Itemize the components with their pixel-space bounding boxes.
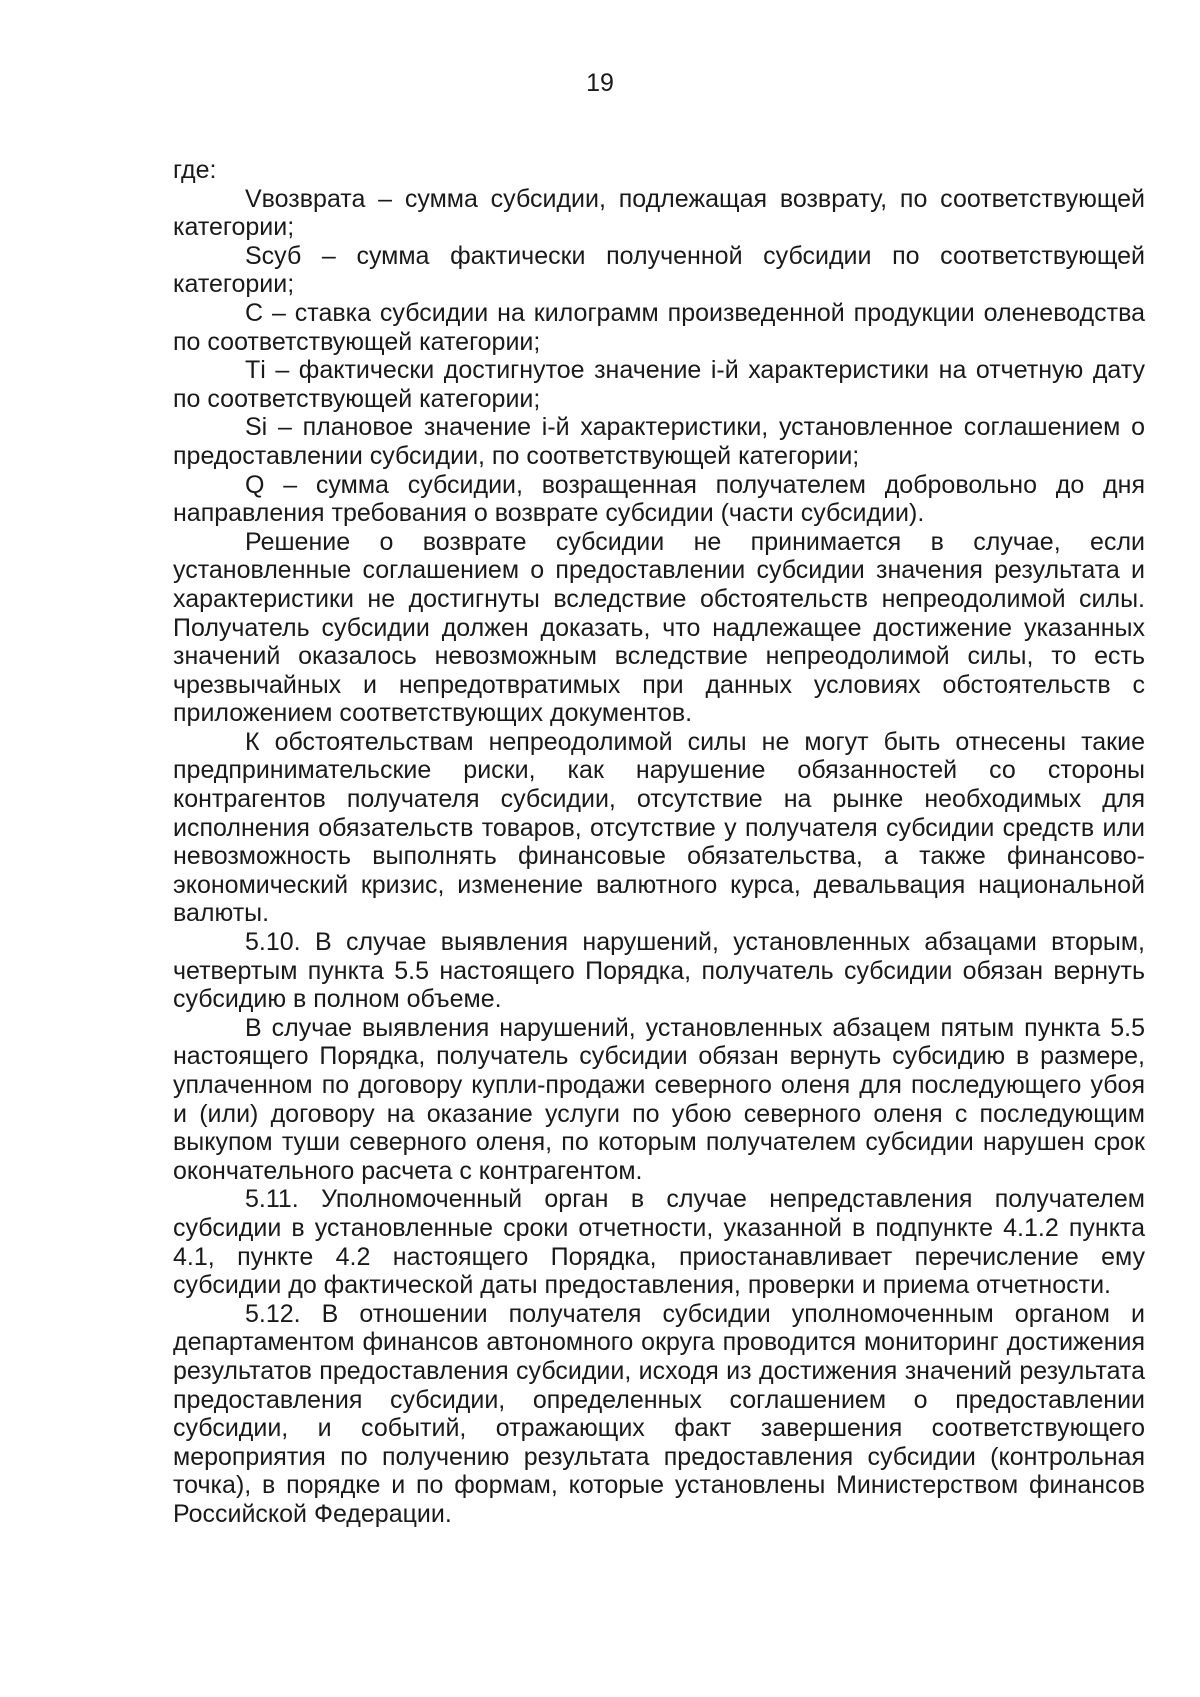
- definition-c-rate: С – ставка субсидии на килограмм произведенной продукции оленеводства по соответствующей категории;: [173, 298, 1145, 356]
- definition-ti: Тi – фактически достигнутое значение i-й характеристики на отчетную дату по соответствующей категории;: [173, 356, 1145, 413]
- clause-5-12: 5.12. В отношении получателя субсидии уполномоченным органом и департаментом финансов автономного округа проводится мониторинг достижения результатов предоставления субсидии, исходя из достижения значений результата предоставления субсидии, определенных соглашением о предоставлении субсидии, и событий, отражающих факт завершения соответствующего мероприятия по получению результата предоставления субсидии (контрольная точка), в порядке и по формам, которые установлены Министерством финансов Российской Федерации.: [173, 1299, 1145, 1528]
- clause-5-10-part-2: В случае выявления нарушений, установленных абзацем пятым пункта 5.5 настоящего Порядка, получатель субсидии обязан вернуть субсидию в размере, уплаченном по договору купли-продажи северного оленя для последующего убоя и (или) договору на оказание услуги по убою северного оленя с последующим выкупом туши северного оленя, по которым получателем субсидии нарушен срок окончательного расчета с контрагентом.: [173, 1013, 1145, 1185]
- page-number: 19: [586, 69, 614, 97]
- document-body: [173, 156, 1145, 1529]
- paragraph-where: где:: [173, 156, 217, 184]
- definition-v-return: Vвозврата – сумма субсидии, подлежащая возврату, по соответствующей категории;: [173, 184, 1145, 242]
- paragraph-force-majeure: Решение о возврате субсидии не принимается в случае, если установленные соглашением о предоставлении субсидии значения результата и характеристики не достигнуты вследствие обстоятельств непреодолимой силы. Получатель субсидии должен доказать, что надлежащее достижение указанных значений оказалось невозможным вследствие непреодолимой силы, то есть чрезвычайных и непредотвратимых при данных условиях обстоятельств с приложением соответствующих документов.: [173, 527, 1145, 728]
- paragraph-force-majeure-exclusions: К обстоятельствам непреодолимой силы не могут быть отнесены такие предпринимательские риски, как нарушение обязанностей со стороны контрагентов получателя субсидии, отсутствие на рынке необходимых для исполнения обязательств товаров, отсутствие у получателя субсидии средств или невозможность выполнять финансовые обязательства, а также финансово-экономический кризис, изменение валютного курса, девальвация национальной валюты.: [173, 727, 1145, 928]
- definition-q: Q – сумма субсидии, возращенная получателем добровольно до дня направления требования о возврате субсидии (части субсидии).: [173, 470, 1145, 528]
- definition-si: Si – плановое значение i-й характеристики, установленное соглашением о предоставлении субсидии, по соответствующей категории;: [173, 413, 1145, 470]
- definition-s-sub: Sсуб – сумма фактически полученной субсидии по соответствующей категории;: [173, 241, 1145, 299]
- clause-5-11: 5.11. Уполномоченный орган в случае непредставления получателем субсидии в установленные сроки отчетности, указанной в подпункте 4.1.2 пункта 4.1, пункте 4.2 настоящего Порядка, приостанавливает перечисление ему субсидии до фактической даты предоставления, проверки и приема отчетности.: [173, 1185, 1145, 1300]
- clause-5-10: 5.10. В случае выявления нарушений, установленных абзацами вторым, четвертым пункта 5.5 настоящего Порядка, получатель субсидии обязан вернуть субсидию в полном объеме.: [173, 928, 1145, 1014]
